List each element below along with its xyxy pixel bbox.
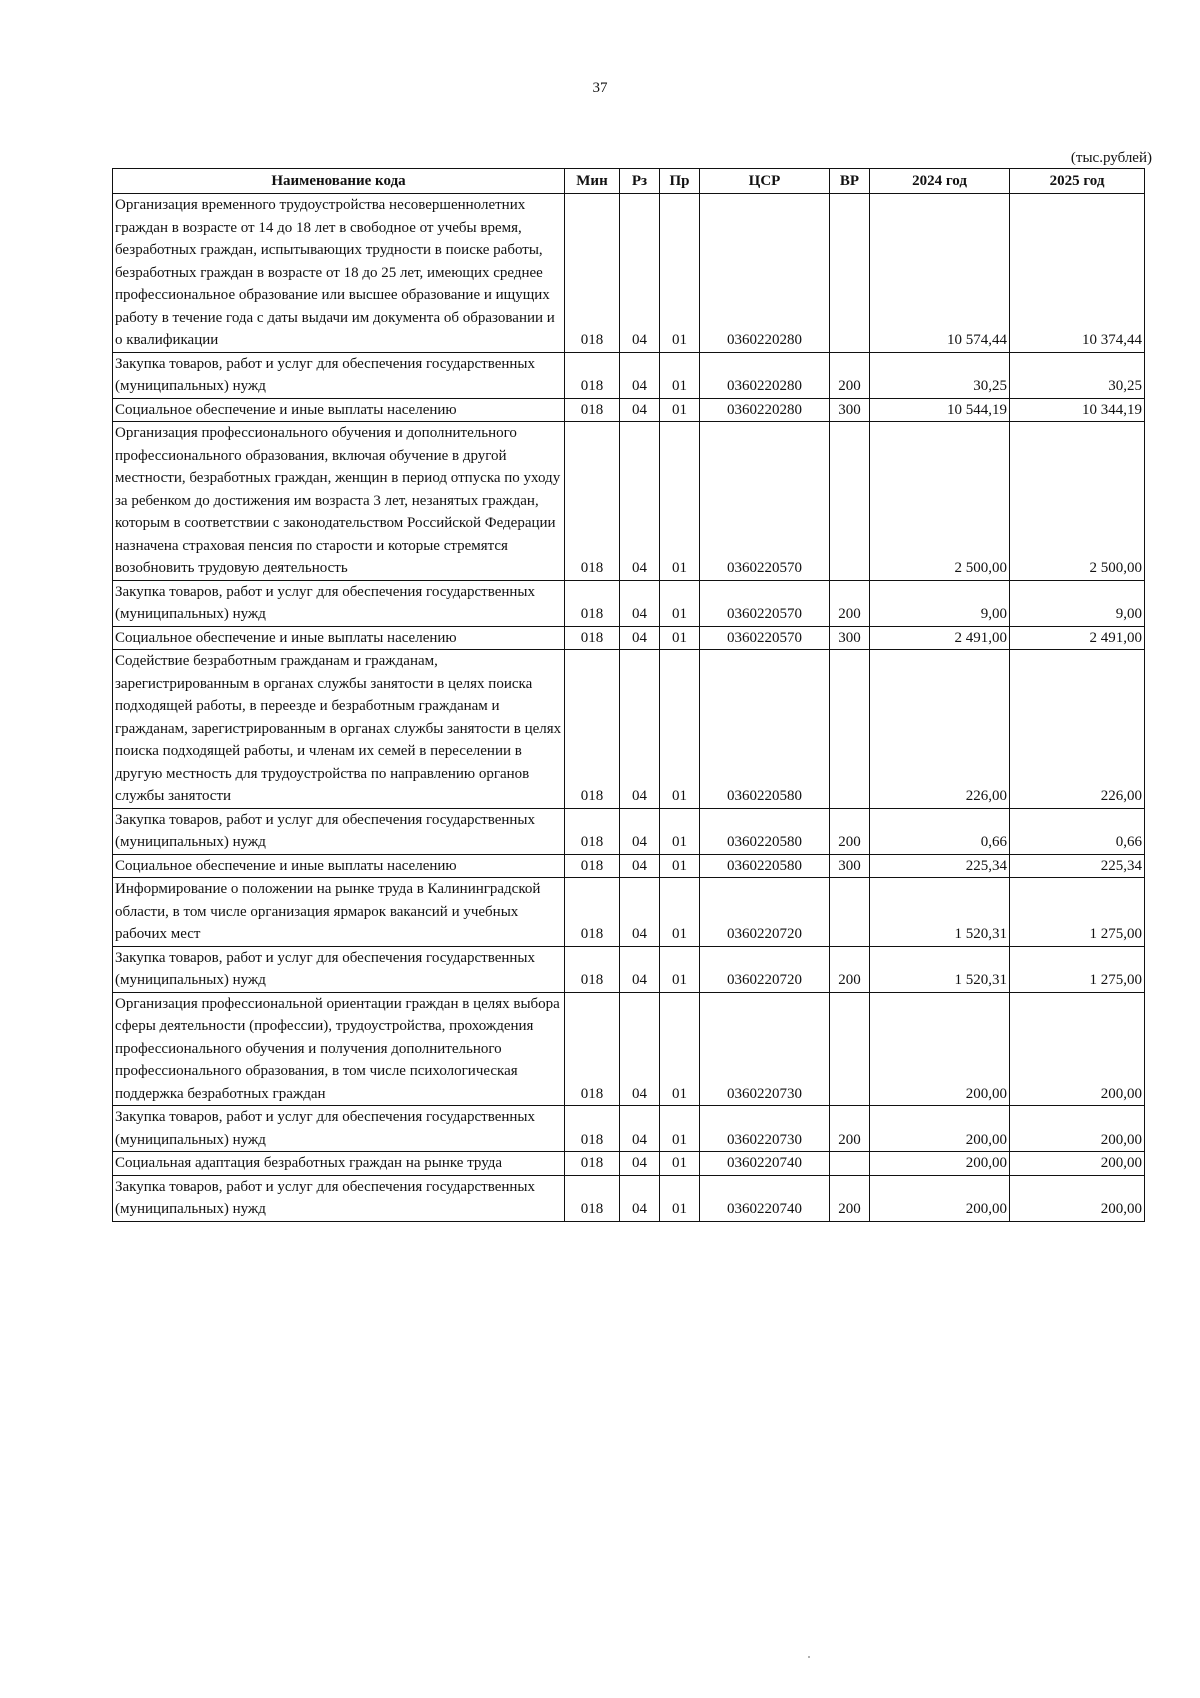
cell-csr: 0360220720 xyxy=(700,946,830,992)
cell-vr xyxy=(830,1152,870,1176)
table-row xyxy=(113,398,1145,422)
cell-amount-2025: 10 344,19 xyxy=(1010,398,1145,422)
cell-vr: 200 xyxy=(830,808,870,854)
header-row xyxy=(113,169,1145,194)
cell-pr: 01 xyxy=(660,352,700,398)
cell-vr: 200 xyxy=(830,946,870,992)
cell-vr: 200 xyxy=(830,1175,870,1221)
cell-name: Закупка товаров, работ и услуг для обеспечения государственных (муниципальных) нужд xyxy=(113,808,565,854)
cell-amount-2024: 30,25 xyxy=(870,352,1010,398)
cell-amount-2024: 2 491,00 xyxy=(870,626,1010,650)
table-row xyxy=(113,650,1145,809)
cell-rz: 04 xyxy=(620,1152,660,1176)
cell-min: 018 xyxy=(565,992,620,1106)
cell-rz: 04 xyxy=(620,992,660,1106)
cell-csr: 0360220280 xyxy=(700,398,830,422)
cell-amount-2024: 1 520,31 xyxy=(870,878,1010,947)
cell-amount-2024: 200,00 xyxy=(870,1152,1010,1176)
cell-amount-2024: 200,00 xyxy=(870,1106,1010,1152)
cell-csr: 0360220570 xyxy=(700,422,830,581)
cell-min: 018 xyxy=(565,1106,620,1152)
cell-vr xyxy=(830,422,870,581)
cell-csr: 0360220740 xyxy=(700,1152,830,1176)
cell-rz: 04 xyxy=(620,352,660,398)
cell-min: 018 xyxy=(565,352,620,398)
cell-pr: 01 xyxy=(660,580,700,626)
cell-amount-2025: 1 275,00 xyxy=(1010,878,1145,947)
cell-csr: 0360220280 xyxy=(700,352,830,398)
cell-pr: 01 xyxy=(660,626,700,650)
cell-amount-2024: 10 574,44 xyxy=(870,194,1010,353)
cell-rz: 04 xyxy=(620,626,660,650)
cell-name: Социальное обеспечение и иные выплаты населению xyxy=(113,626,565,650)
table-row xyxy=(113,626,1145,650)
cell-pr: 01 xyxy=(660,946,700,992)
cell-min: 018 xyxy=(565,580,620,626)
table-row xyxy=(113,854,1145,878)
cell-min: 018 xyxy=(565,650,620,809)
cell-pr: 01 xyxy=(660,1106,700,1152)
cell-csr: 0360220730 xyxy=(700,992,830,1106)
cell-min: 018 xyxy=(565,626,620,650)
table-row xyxy=(113,422,1145,581)
cell-amount-2025: 1 275,00 xyxy=(1010,946,1145,992)
cell-vr: 200 xyxy=(830,1106,870,1152)
cell-rz: 04 xyxy=(620,650,660,809)
header-csr: ЦСР xyxy=(700,169,830,194)
header-year-2024: 2024 год xyxy=(870,169,1010,194)
cell-amount-2024: 2 500,00 xyxy=(870,422,1010,581)
cell-name: Закупка товаров, работ и услуг для обеспечения государственных (муниципальных) нужд xyxy=(113,946,565,992)
cell-pr: 01 xyxy=(660,650,700,809)
table-row xyxy=(113,352,1145,398)
cell-pr: 01 xyxy=(660,992,700,1106)
cell-rz: 04 xyxy=(620,422,660,581)
cell-amount-2024: 226,00 xyxy=(870,650,1010,809)
cell-vr xyxy=(830,992,870,1106)
cell-name: Социальная адаптация безработных граждан на рынке труда xyxy=(113,1152,565,1176)
header-min: Мин xyxy=(565,169,620,194)
cell-min: 018 xyxy=(565,878,620,947)
cell-csr: 0360220580 xyxy=(700,854,830,878)
table-header xyxy=(113,169,1145,194)
cell-amount-2024: 1 520,31 xyxy=(870,946,1010,992)
cell-vr xyxy=(830,878,870,947)
cell-vr: 300 xyxy=(830,854,870,878)
cell-name: Информирование о положении на рынке труда в Калининградской области, в том числе организация ярмарок вакансий и учебных рабочих мест xyxy=(113,878,565,947)
cell-amount-2025: 225,34 xyxy=(1010,854,1145,878)
cell-min: 018 xyxy=(565,946,620,992)
cell-min: 018 xyxy=(565,1152,620,1176)
cell-min: 018 xyxy=(565,808,620,854)
cell-rz: 04 xyxy=(620,1175,660,1221)
cell-amount-2024: 0,66 xyxy=(870,808,1010,854)
cell-amount-2025: 200,00 xyxy=(1010,1175,1145,1221)
cell-name: Содействие безработным гражданам и гражданам, зарегистрированным в органах службы занятости в целях поиска подходящей работы, в переезде и безработным гражданам и гражданам, зарегистрированным в органах службы занятости в целях поиска подходящей работы, и членам их семей в переселении в другую местность для трудоустройства по направлению органов службы занятости xyxy=(113,650,565,809)
cell-name: Закупка товаров, работ и услуг для обеспечения государственных (муниципальных) нужд xyxy=(113,1106,565,1152)
units-note: (тыс.рублей) xyxy=(1070,150,1152,166)
cell-pr: 01 xyxy=(660,398,700,422)
table-body xyxy=(113,194,1145,1222)
cell-rz: 04 xyxy=(620,808,660,854)
header-pr: Пр xyxy=(660,169,700,194)
cell-name: Социальное обеспечение и иные выплаты населению xyxy=(113,854,565,878)
header-year-2025: 2025 год xyxy=(1010,169,1145,194)
cell-amount-2025: 30,25 xyxy=(1010,352,1145,398)
cell-amount-2025: 226,00 xyxy=(1010,650,1145,809)
cell-rz: 04 xyxy=(620,194,660,353)
header-rz: Рз xyxy=(620,169,660,194)
cell-pr: 01 xyxy=(660,1152,700,1176)
cell-csr: 0360220730 xyxy=(700,1106,830,1152)
cell-pr: 01 xyxy=(660,194,700,353)
cell-amount-2025: 200,00 xyxy=(1010,992,1145,1106)
cell-rz: 04 xyxy=(620,398,660,422)
cell-amount-2025: 9,00 xyxy=(1010,580,1145,626)
cell-vr: 200 xyxy=(830,580,870,626)
cell-pr: 01 xyxy=(660,1175,700,1221)
cell-rz: 04 xyxy=(620,854,660,878)
cell-amount-2024: 225,34 xyxy=(870,854,1010,878)
scan-speck xyxy=(808,1656,810,1658)
cell-name: Организация профессиональной ориентации граждан в целях выбора сферы деятельности (профессии), трудоустройства, прохождения профессионального обучения и получения дополнительного профессионального образования, в том числе психологическая поддержка безработных граждан xyxy=(113,992,565,1106)
cell-csr: 0360220570 xyxy=(700,580,830,626)
cell-min: 018 xyxy=(565,854,620,878)
cell-csr: 0360220570 xyxy=(700,626,830,650)
cell-csr: 0360220580 xyxy=(700,650,830,809)
cell-rz: 04 xyxy=(620,946,660,992)
cell-amount-2024: 9,00 xyxy=(870,580,1010,626)
page-number: 37 xyxy=(592,80,608,96)
cell-amount-2025: 200,00 xyxy=(1010,1106,1145,1152)
cell-pr: 01 xyxy=(660,878,700,947)
cell-vr: 300 xyxy=(830,626,870,650)
cell-amount-2025: 2 500,00 xyxy=(1010,422,1145,581)
table-row xyxy=(113,992,1145,1106)
cell-name: Закупка товаров, работ и услуг для обеспечения государственных (муниципальных) нужд xyxy=(113,352,565,398)
cell-name: Организация профессионального обучения и дополнительного профессионального образования, включая обучение в другой местности, безработных граждан, женщин в период отпуска по уходу за ребенком до достижения им возраста 3 лет, незанятых граждан, которым в соответствии с законодательством Российской Федерации назначена страховая пенсия по старости и которые стремятся возобновить трудовую деятельность xyxy=(113,422,565,581)
cell-rz: 04 xyxy=(620,878,660,947)
table-row xyxy=(113,878,1145,947)
table-row xyxy=(113,1106,1145,1152)
cell-vr: 300 xyxy=(830,398,870,422)
header-vr: ВР xyxy=(830,169,870,194)
cell-min: 018 xyxy=(565,194,620,353)
header-name: Наименование кода xyxy=(113,169,565,194)
table-row xyxy=(113,194,1145,353)
cell-csr: 0360220720 xyxy=(700,878,830,947)
table-row xyxy=(113,580,1145,626)
table-row xyxy=(113,1175,1145,1221)
cell-pr: 01 xyxy=(660,854,700,878)
cell-min: 018 xyxy=(565,398,620,422)
cell-name: Закупка товаров, работ и услуг для обеспечения государственных (муниципальных) нужд xyxy=(113,580,565,626)
cell-vr xyxy=(830,650,870,809)
cell-amount-2024: 10 544,19 xyxy=(870,398,1010,422)
table-row xyxy=(113,946,1145,992)
cell-vr: 200 xyxy=(830,352,870,398)
cell-amount-2025: 10 374,44 xyxy=(1010,194,1145,353)
cell-amount-2025: 0,66 xyxy=(1010,808,1145,854)
cell-csr: 0360220580 xyxy=(700,808,830,854)
cell-rz: 04 xyxy=(620,580,660,626)
cell-pr: 01 xyxy=(660,808,700,854)
cell-name: Организация временного трудоустройства несовершеннолетних граждан в возрасте от 14 до 18 лет в свободное от учебы время, безработных граждан, испытывающих трудности в поиске работы, безработных граждан в возрасте от 18 до 25 лет, имеющих среднее профессиональное образование или высшее образование и ищущих работу в течение года с даты выдачи им документа об образовании и о квалификации xyxy=(113,194,565,353)
budget-table xyxy=(112,168,1145,1222)
cell-csr: 0360220740 xyxy=(700,1175,830,1221)
table-row xyxy=(113,1152,1145,1176)
cell-min: 018 xyxy=(565,1175,620,1221)
cell-amount-2025: 2 491,00 xyxy=(1010,626,1145,650)
cell-pr: 01 xyxy=(660,422,700,581)
table-row xyxy=(113,808,1145,854)
cell-csr: 0360220280 xyxy=(700,194,830,353)
cell-min: 018 xyxy=(565,422,620,581)
cell-rz: 04 xyxy=(620,1106,660,1152)
cell-vr xyxy=(830,194,870,353)
cell-name: Закупка товаров, работ и услуг для обеспечения государственных (муниципальных) нужд xyxy=(113,1175,565,1221)
cell-amount-2025: 200,00 xyxy=(1010,1152,1145,1176)
cell-name: Социальное обеспечение и иные выплаты населению xyxy=(113,398,565,422)
cell-amount-2024: 200,00 xyxy=(870,1175,1010,1221)
cell-amount-2024: 200,00 xyxy=(870,992,1010,1106)
